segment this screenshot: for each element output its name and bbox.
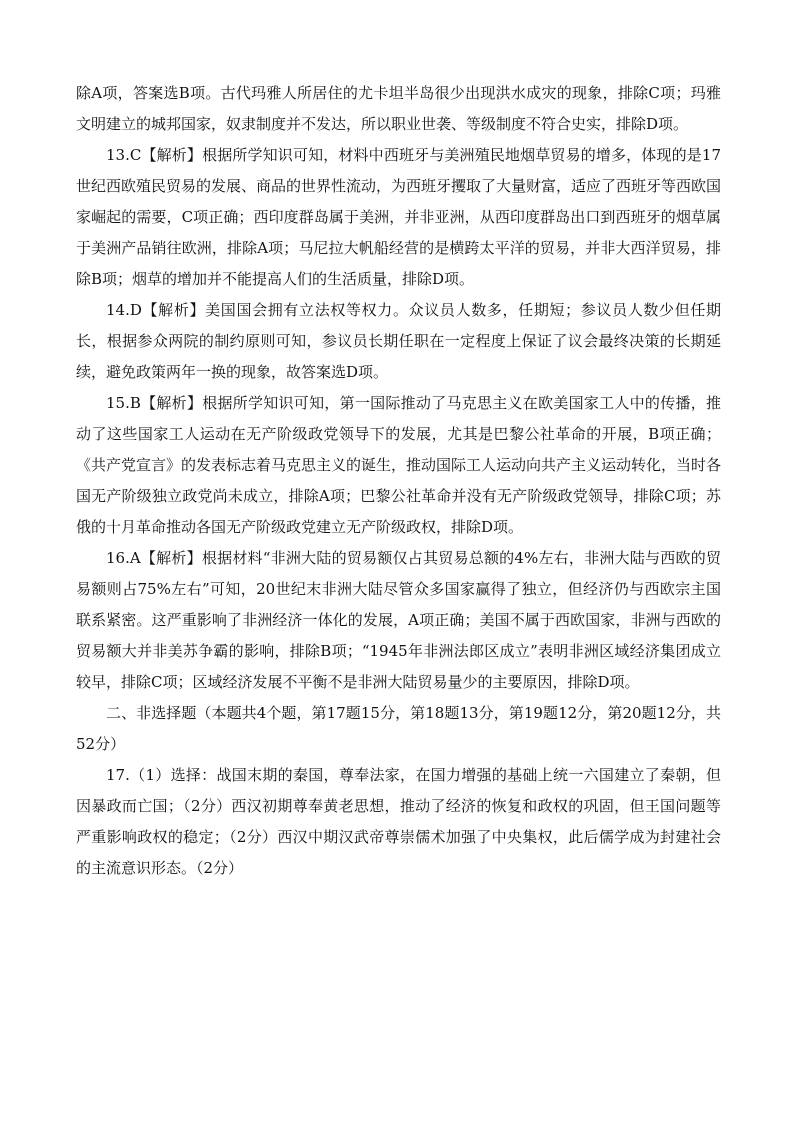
answer-page bbox=[76, 78, 721, 884]
answer-17-part-1: 17.（1）选择：战国末期的秦国，尊奉法家，在国力增强的基础上统一六国建立了秦朝，但因暴政而亡国；（2分）西汉初期尊奉黄老思想，推动了经济的恢复和政权的巩固，但王国问题等严重影响政权的稳定；（2分）西汉中期汉武帝尊崇儒术加强了中央集权，此后儒学成为封建社会的主流意识形态。（2分） bbox=[76, 766, 721, 877]
answer-15: 15.B【解析】根据所学知识可知，第一国际推动了马克思主义在欧美国家工人中的传播，推动了这些国家工人运动在无产阶级政党领导下的发展，尤其是巴黎公社革命的开展，B项正确；《共产党宣言》的发表标志着马克思主义的诞生，推动国际工人运动向共产主义运动转化，当时各国无产阶级独立政党尚未成立，排除A项；巴黎公社革命并没有无产阶级政党领导，排除C项；苏俄的十月革命推动各国无产阶级政党建立无产阶级政权，排除D项。 bbox=[76, 394, 722, 536]
section-heading-non-choice: 二、非选择题（本题共4个题，第17题15分，第18题13分，第19题12分，第20题12分，共52分） bbox=[76, 704, 721, 753]
paragraph-continuation: 除A项，答案选B项。古代玛雅人所居住的尤卡坦半岛很少出现洪水成灾的现象，排除C项；玛雅文明建立的城邦国家，奴隶制度并不发达，所以职业世袭、等级制度不符合史实，排除D项。 bbox=[76, 84, 721, 133]
answer-16: 16.A【解析】根据材料“非洲大陆的贸易额仅占其贸易总额的4%左右，非洲大陆与西欧的贸易额则占75%左右”可知，20世纪末非洲大陆尽管众多国家赢得了独立，但经济仍与西欧宗主国联系紧密。这严重影响了非洲经济一体化的发展，A项正确；美国不属于西欧国家，非洲与西欧的贸易额大并非美苏争霸的影响，排除B项；“1945年非洲法郎区成立”表明非洲区域经济集团成立较早，排除C项；区域经济发展不平衡不是非洲大陆贸易量少的主要原因，排除D项。 bbox=[76, 549, 721, 691]
answer-14: 14.D【解析】美国国会拥有立法权等权力。众议员人数多，任期短；参议员人数少但任期长，根据参众两院的制约原则可知，参议员长期任职在一定程度上保证了议会最终决策的长期延续，避免政策两年一换的现象，故答案选D项。 bbox=[76, 301, 721, 381]
answer-13: 13.C【解析】根据所学知识可知，材料中西班牙与美洲殖民地烟草贸易的增多，体现的是17世纪西欧殖民贸易的发展、商品的世界性流动，为西班牙攫取了大量财富，适应了西班牙等西欧国家崛起的需要，C项正确；西印度群岛属于美洲，并非亚洲，从西印度群岛出口到西班牙的烟草属于美洲产品销往欧洲，排除A项；马尼拉大帆船经营的是横跨太平洋的贸易，并非大西洋贸易，排除B项；烟草的增加并不能提高人们的生活质量，排除D项。 bbox=[76, 146, 722, 288]
